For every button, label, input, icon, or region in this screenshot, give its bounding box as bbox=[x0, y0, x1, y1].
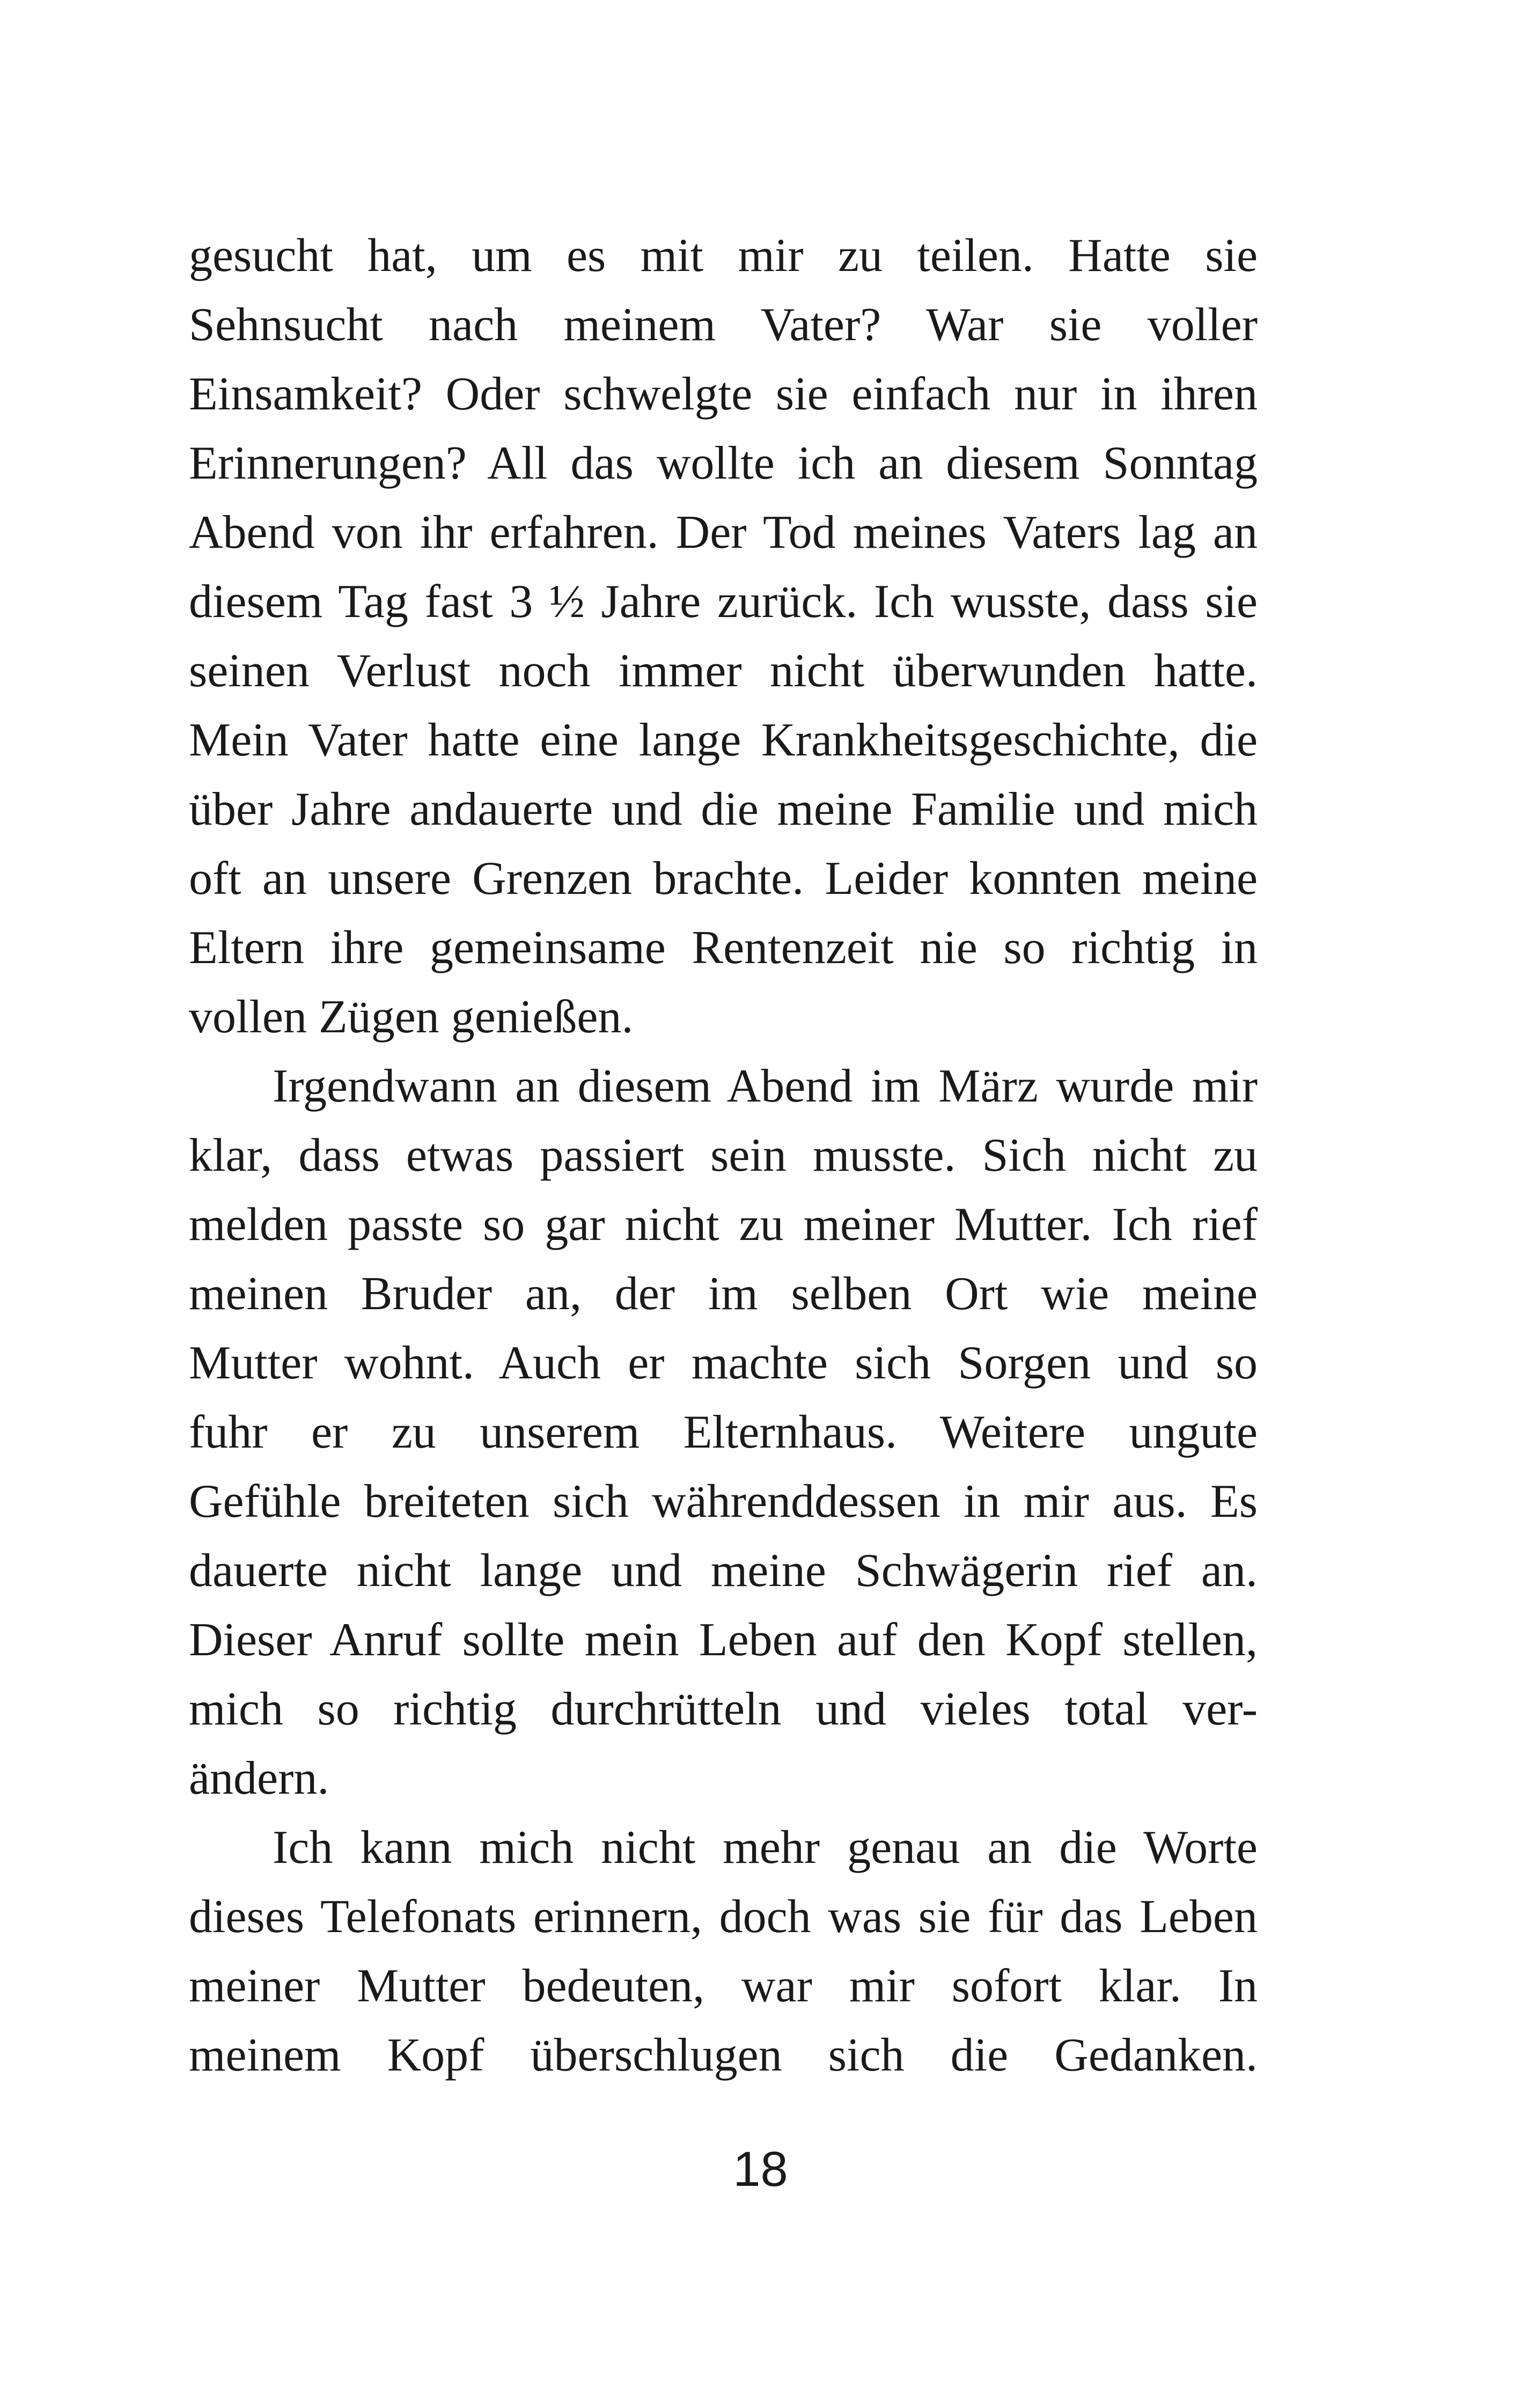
text-line: gesucht hat, um es mit mir zu teilen. Hatte sie bbox=[189, 230, 1258, 282]
text-line: vollen Zügen genießen. bbox=[189, 991, 634, 1043]
text-line: seinen Verlust noch immer nicht überwunden hatte. bbox=[189, 645, 1258, 697]
text-line: fuhr er zu unserem Elternhaus. Weitere ungute bbox=[189, 1406, 1258, 1458]
text-line: Eltern ihre gemeinsame Rentenzeit nie so richtig in bbox=[189, 922, 1258, 974]
text-line: dieses Telefonats erinnern, doch was sie für das Leben bbox=[189, 1891, 1258, 1943]
body-text bbox=[189, 221, 1258, 2090]
text-line: Abend von ihr erfahren. Der Tod meines Vaters lag an bbox=[189, 506, 1258, 559]
text-line: mich so richtig durchrütteln und vieles total ver- bbox=[189, 1683, 1258, 1735]
text-line: klar, dass etwas passiert sein musste. Sich nicht zu bbox=[189, 1129, 1258, 1181]
text-line: diesem Tag fast 3 ½ Jahre zurück. Ich wusste, dass sie bbox=[189, 576, 1258, 628]
text-line: Mutter wohnt. Auch er machte sich Sorgen und so bbox=[189, 1337, 1258, 1389]
text-line: Dieser Anruf sollte mein Leben auf den Kopf stellen, bbox=[189, 1614, 1258, 1666]
text-line: Sehnsucht nach meinem Vater? War sie voller bbox=[189, 299, 1258, 351]
text-line: oft an unsere Grenzen brachte. Leider konnten meine bbox=[189, 853, 1258, 905]
text-line: ändern. bbox=[189, 1752, 329, 1804]
text-line: über Jahre andauerte und die meine Familie und mich bbox=[189, 783, 1258, 835]
text-line: Gefühle breiteten sich währenddessen in mir aus. Es bbox=[189, 1475, 1258, 1528]
paragraph bbox=[189, 221, 1258, 1052]
text-line: meiner Mutter bedeuten, war mir sofort klar. In bbox=[189, 1960, 1258, 2012]
text-line: Einsamkeit? Oder schwelgte sie einfach nur in ihren bbox=[189, 368, 1258, 420]
text-line: Ich kann mich nicht mehr genau an die Worte bbox=[273, 1822, 1258, 1874]
text-line: melden passte so gar nicht zu meiner Mutter. Ich rief bbox=[189, 1199, 1258, 1251]
text-line: Irgendwann an diesem Abend im März wurde mir bbox=[273, 1060, 1258, 1112]
text-line: meinen Bruder an, der im selben Ort wie meine bbox=[189, 1268, 1258, 1320]
text-line: meinem Kopf überschlugen sich die Gedanken. bbox=[189, 2029, 1258, 2081]
paragraph bbox=[189, 1052, 1258, 1813]
text-line: Erinnerungen? All das wollte ich an diesem Sonntag bbox=[189, 437, 1258, 489]
page-number: 18 bbox=[733, 2142, 788, 2197]
text-line: Mein Vater hatte eine lange Krankheitsgeschichte, die bbox=[189, 714, 1258, 766]
text-line: dauerte nicht lange und meine Schwägerin rief an. bbox=[189, 1545, 1258, 1597]
paragraph bbox=[189, 1813, 1258, 2090]
